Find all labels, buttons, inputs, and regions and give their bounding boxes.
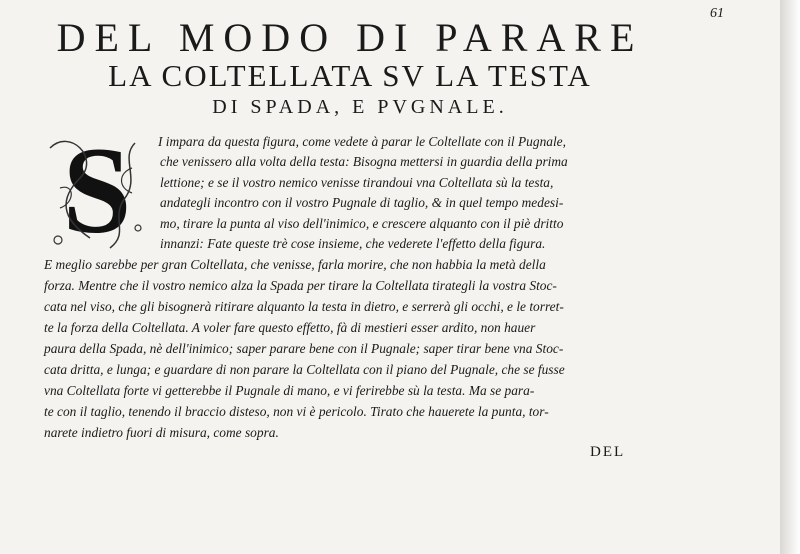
body-line: cata nel viso, che gli bisognerà ritirare alquanto la testa in dietro, e serrerà gli occhi, e le torret- [44,299,564,314]
body-line: cata dritta, e lunga; e guardare di non parare la Coltellata con il piano del Pugnale, che se fusse [44,362,565,377]
body-line: te la forza della Coltellata. A voler fare questo effetto, fà di mestieri esser ardito, non hauer [44,320,536,335]
title-line-3: DI SPADA, E PVGNALE. [212,96,508,118]
drop-cap-letter: S [62,122,132,259]
body-line: andategli incontro con il vostro Pugnale di taglio, & in quel tempo medesi- [160,195,564,210]
body-line: innanzi: Fate queste trè cose insieme, che vederete l'effetto della figura. [160,236,546,251]
ornamental-drop-cap [40,122,154,259]
body-line: I impara da questa figura, come vedete à parar le Coltellate con il Pugnale, [158,134,566,149]
page-edge [780,0,800,554]
body-line: E meglio sarebbe per gran Coltellata, che venisse, farla morire, che non habbia la metà della [44,257,546,272]
body-line: forza. Mentre che il vostro nemico alza la Spada per tirare la Coltellata tirategli la vostra Stoc- [44,278,557,293]
body-line: lettione; e se il vostro nemico venisse tirandoui vna Coltellata sù la testa, [160,175,554,190]
catchword: DEL [590,444,626,460]
body-line: vna Coltellata forte vi getterebbe il Pugnale di mano, e vi ferirebbe sù la testa. Ma se para- [44,383,535,398]
body-line: narete indietro fuori di misura, come sopra. [44,425,279,440]
page-number: 61 [710,6,724,21]
body-line: te con il taglio, tenendo il braccio disteso, non vi è pericolo. Tirato che hauerete la punta, tor- [44,404,549,419]
body-line: che venissero alla volta della testa: Bisogna mettersi in guardia della prima [160,154,568,169]
body-line: mo, tirare la punta al viso dell'inimico, e crescere alquanto con il piè dritto [160,216,564,231]
body-line: paura della Spada, nè dell'inimico; saper parare bene con il Pugnale; saper tirar bene vna Stoc- [44,341,564,356]
title-line-2: LA COLTELLATA SV LA TESTA [108,58,592,93]
title-line-1: DEL MODO DI PARARE [56,15,644,60]
flourish-ornament-icon [40,128,154,254]
